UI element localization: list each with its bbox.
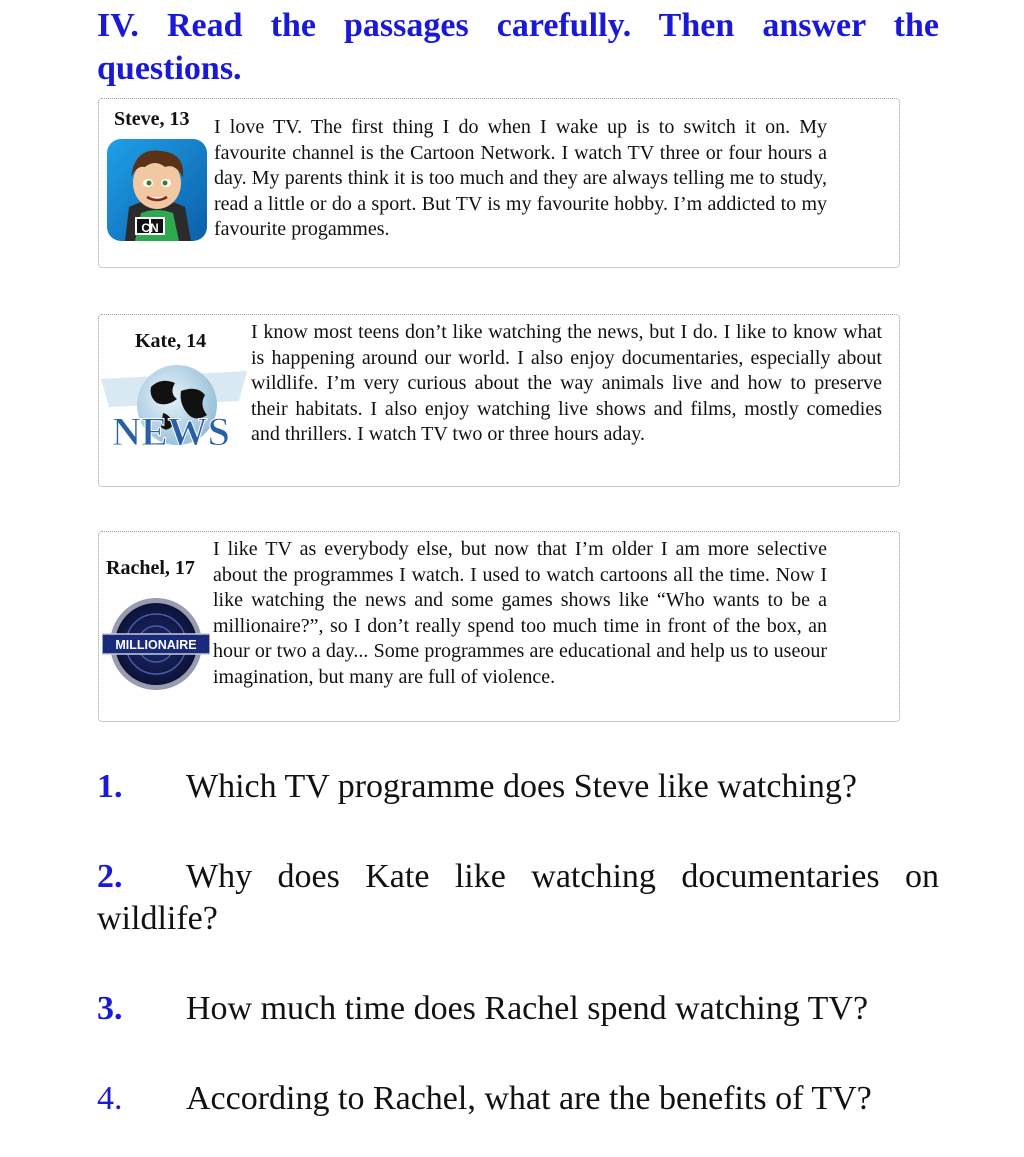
question-number: 2. [97, 858, 123, 895]
news-globe-icon [99, 361, 249, 461]
passage-text: I know most teens don’t like watching the news, but I do. I like to know what is happening around our world. I also enjoy documentaries, especially about wildlife. I’m very curious about the way animals live and how to preserve their habitats. I also enjoy watching live shows and films, mostly comedies and thrillers. I watch TV two or three hours aday. [251, 321, 882, 446]
passage-card-steve [98, 98, 900, 268]
passage-name: Steve, 13 [114, 108, 190, 130]
question-text: Why does Kate like watching documentaries on wildlife? [97, 858, 939, 937]
passage-card-rachel [98, 531, 900, 722]
passage-name: Kate, 14 [135, 330, 207, 352]
cartoon-network-icon [105, 137, 209, 243]
passage-card-kate [98, 314, 900, 487]
question-4 [97, 1078, 939, 1120]
exercise-heading: IV. Read the passages carefully. Then answer the questions. [97, 7, 939, 87]
question-number: 4. [97, 1080, 123, 1117]
news-logo-text: NEWS [112, 409, 230, 454]
question-text: Which TV programme does Steve like watching? [186, 768, 858, 805]
question-3 [97, 988, 939, 1030]
millionaire-icon [102, 592, 210, 698]
passage-name: Rachel, 17 [106, 557, 195, 579]
question-text: According to Rachel, what are the benefits of TV? [186, 1080, 872, 1117]
question-number: 1. [97, 768, 123, 805]
passage-text: I love TV. The first thing I do when I wake up is to switch it on. My favourite channel is the Cartoon Network. I watch TV three or four hours a day. My parents think it is too much and they are always telling me to study, read a little or do a sport. But TV is my favourite hobby. I’m addicted to my favourite progammes. [214, 116, 827, 241]
svg-text:CN: CN [141, 221, 159, 235]
passage-text: I like TV as everybody else, but now that I’m older I am more selective about the programmes I watch. I used to watch cartoons all the time. Now I like watching the news and some games shows like “Who wants to be a millionaire?”, so I don’t really spend too much time in front of the box, an hour or two a day... Some programmes are educational and help us to useour imagination, but many are full of violence. [213, 538, 827, 688]
question-2 [97, 856, 939, 940]
millionaire-logo-text: MILLIONAIRE [115, 638, 197, 652]
question-number: 3. [97, 990, 123, 1027]
question-1 [97, 766, 939, 808]
question-text: How much time does Rachel spend watching TV? [186, 990, 869, 1027]
